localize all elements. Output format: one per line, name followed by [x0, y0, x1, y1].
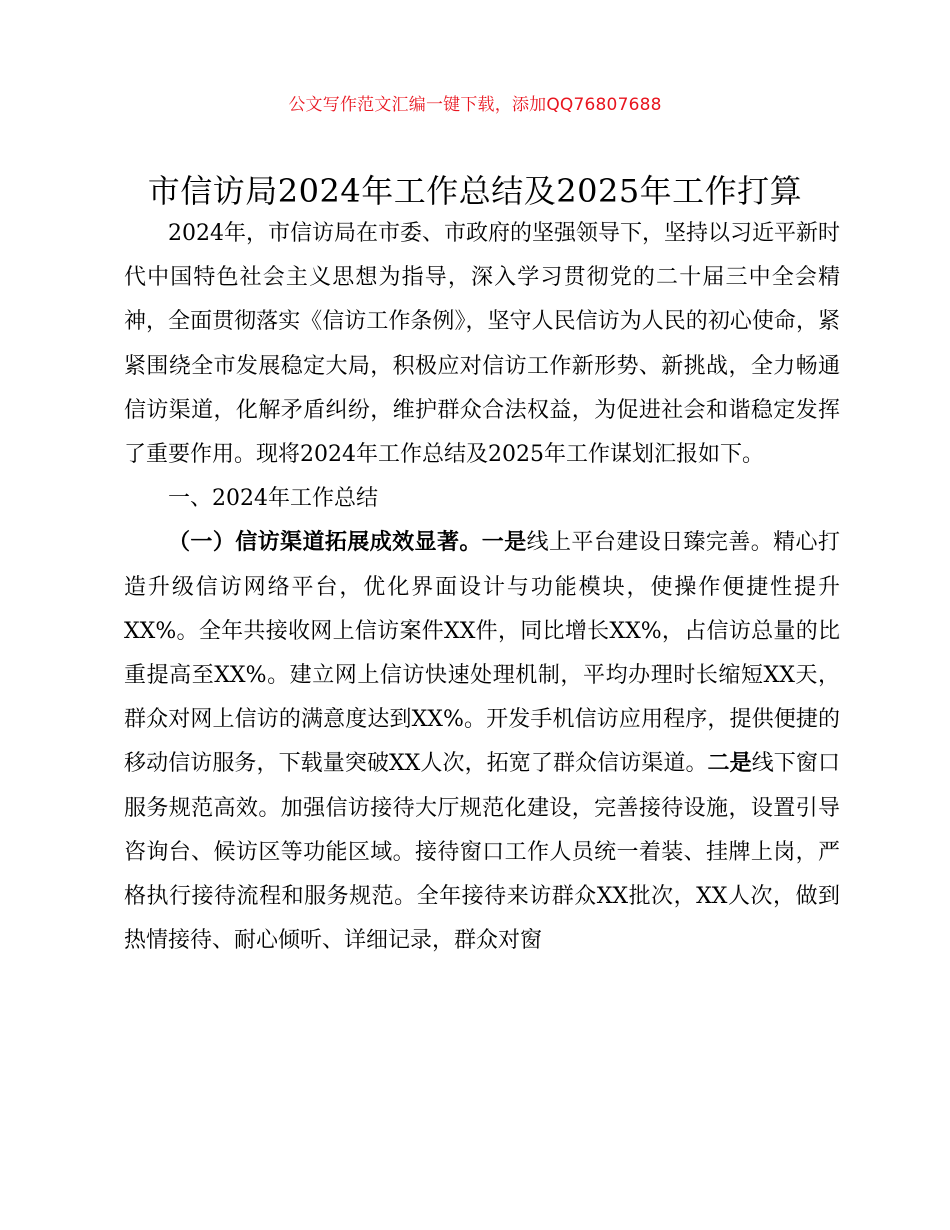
point-two-text: 线下窗口服务规范高效。加强信访接待大厅规范化建设，完善接待设施，设置引导咨询台、候访区等功能区域。接待窗口工作人员统一着装、挂牌上岗，严格执行接待流程和服务规范。全年接待来访群众XX批次，XX人次，做到热情接待、耐心倾听、详细记录，群众对窗: [124, 751, 840, 954]
download-notice: 公文写作范文汇编一键下载，添加QQ76807688: [288, 95, 662, 115]
subsection-heading: （一）信访渠道拓展成效显著。: [168, 530, 482, 556]
point-one-label: 一是: [481, 530, 527, 556]
intro-paragraph: 2024年，市信访局在市委、市政府的坚强领导下，坚持以习近平新时代中国特色社会主义思想为指导，深入学习贯彻党的二十届三中全会精神，全面贯彻落实《信访工作条例》，坚守人民信访为人民的初心使命，紧紧围绕全市发展稳定大局，积极应对信访工作新形势、新挑战，全力畅通信访渠道，化解矛盾纠纷，维护群众合法权益，为促进社会和谐稳定发挥了重要作用。现将2024年工作总结及2025年工作谋划汇报如下。: [124, 221, 840, 468]
section-heading: 一、2024年工作总结: [168, 486, 378, 512]
document-body: [124, 212, 840, 963]
point-one-text: 线上平台建设日臻完善。精心打造升级信访网络平台，优化界面设计与功能模块，使操作便捷性提升XX%。全年共接收网上信访案件XX件，同比增长XX%，占信访总量的比重提高至XX%。建立网上信访快速处理机制，平均办理时长缩短XX天，群众对网上信访的满意度达到XX%。开发手机信访应用程序，提供便捷的移动信访服务，下载量突破XX人次，拓宽了群众信访渠道。: [124, 530, 840, 777]
subsection-paragraph: [124, 521, 840, 963]
point-two-label: 二是: [707, 751, 752, 777]
document-title: 市信访局2024年工作总结及2025年工作打算: [147, 172, 803, 210]
